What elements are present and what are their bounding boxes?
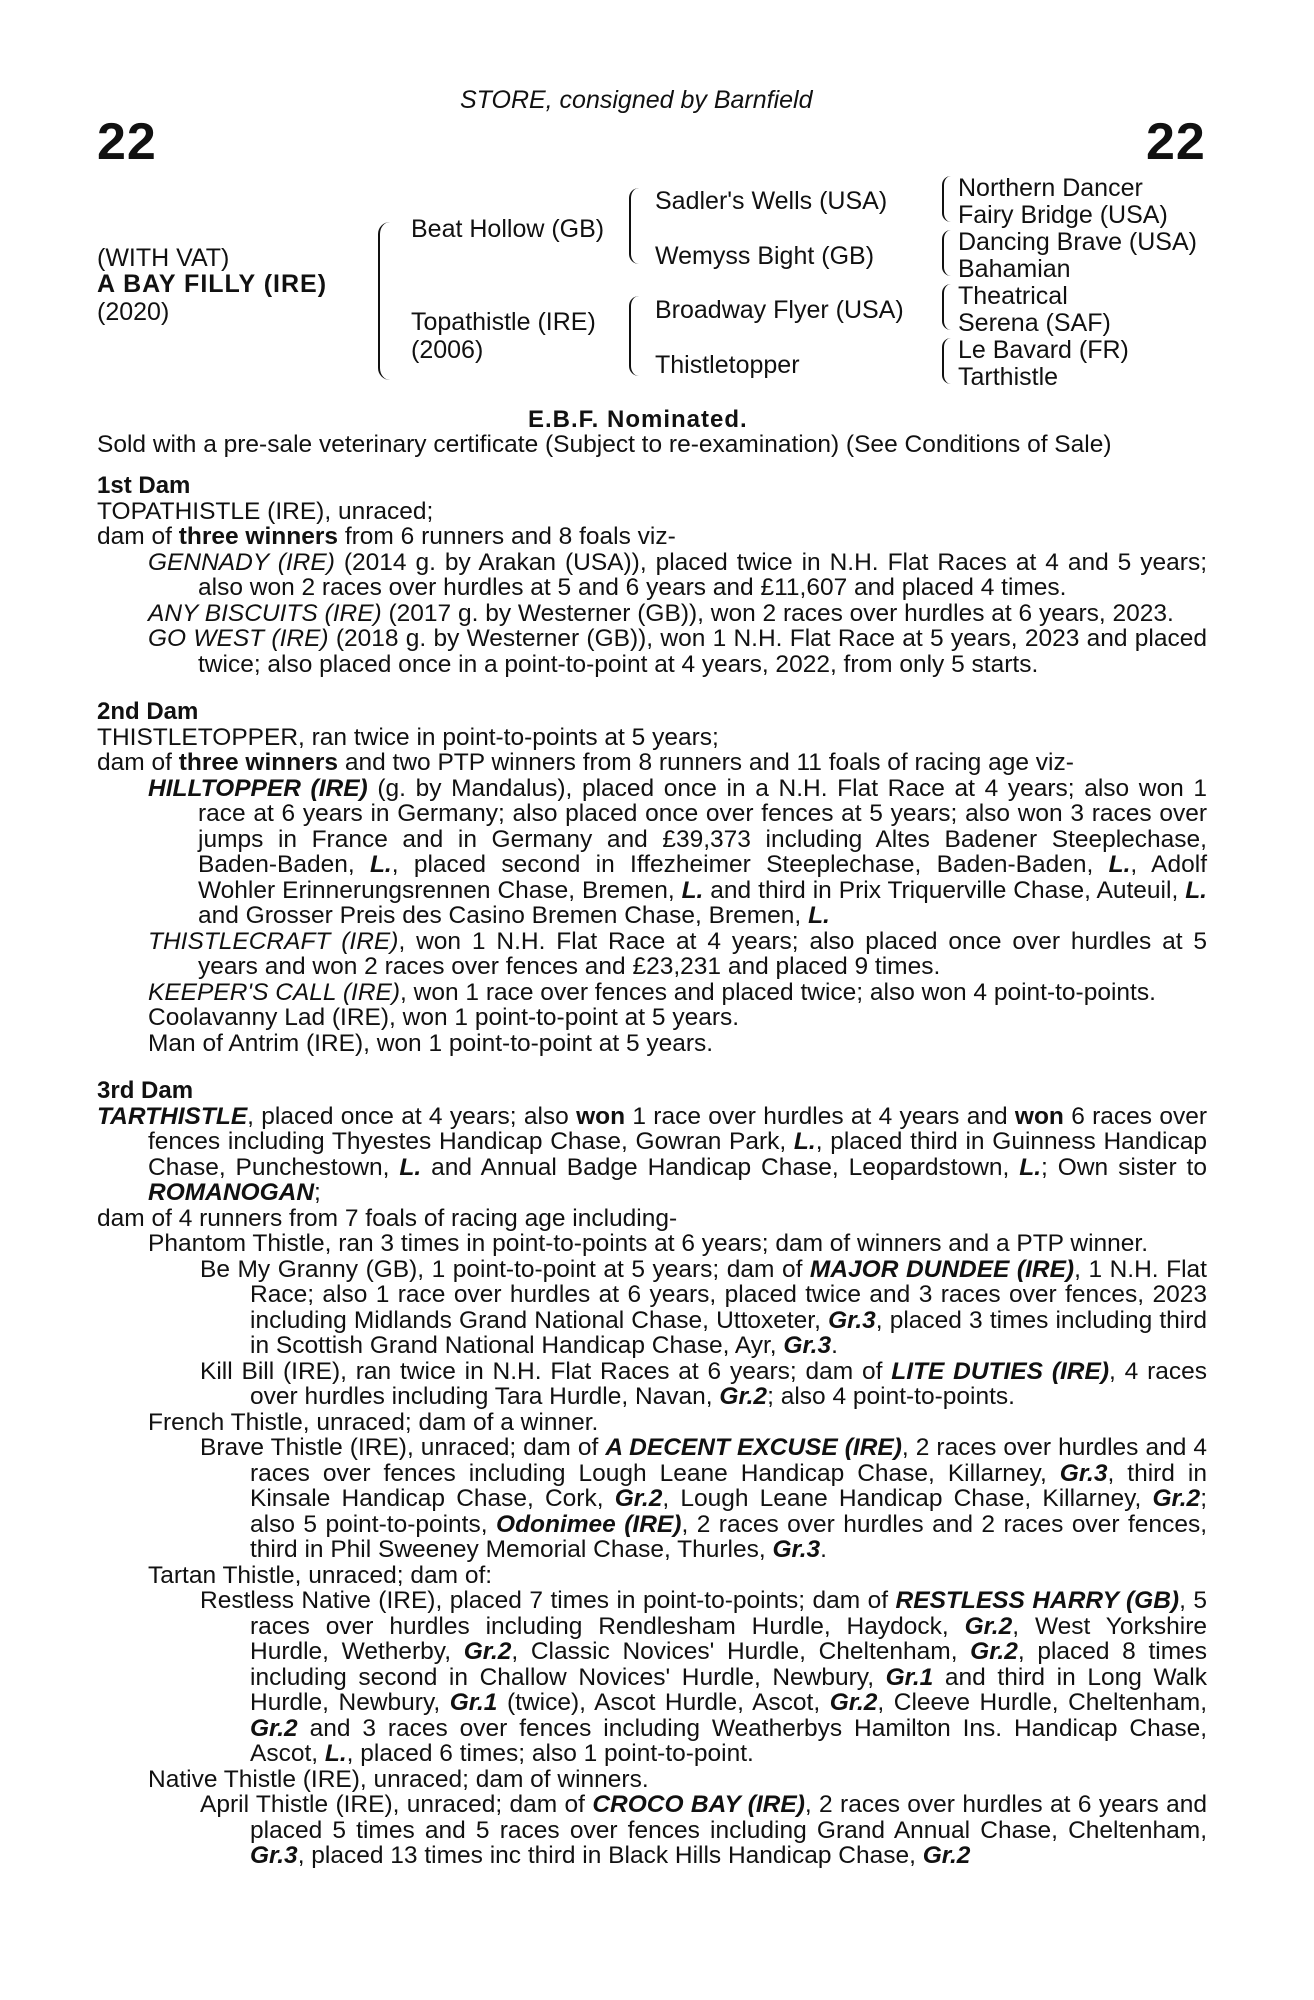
third-dam-heading: 3rd Dam — [97, 1077, 194, 1104]
third-dam-entry: TARTHISTLE, placed once at 4 years; also won 1 race over hurdles at 4 years and won 6 races over fences including Thyestes Handicap Chase, Gowran Park, L., placed third in Guinness Handicap Chase, Punchestown, L. and Annual Badge Handicap Chase, Leopardstown, L.; Own sister to ROMANOGAN; — [97, 1102, 1207, 1206]
produce-entry: HILLTOPPER (IRE) (g. by Mandalus), placed once in a N.H. Flat Race at 4 years; also won 1 race at 6 years in Germany; also placed once over fences at 5 years; also won 3 races over jumps in France and in Germany and £39,373 including Altes Badener Steeplechase, Baden-Baden, L., placed second in Iffezheimer Steeplechase, Baden-Baden, L., Adolf Wohler Erinnerungsrennen Chase, Bremen, L. and third in Prix Triquerville Chase, Auteuil, L. and Grosser Preis des Casino Bremen Chase, Bremen, L. — [148, 774, 1208, 929]
vat-label: (WITH VAT) — [97, 244, 230, 272]
produce-entry: Man of Antrim (IRE), won 1 point-to-point at 5 years. — [148, 1029, 714, 1057]
produce-entry: Native Thistle (IRE), unraced; dam of winners. — [148, 1765, 649, 1793]
pedigree-brace — [378, 222, 390, 380]
produce-entry: Restless Native (IRE), placed 7 times in point-to-points; dam of RESTLESS HARRY (GB), 5 races over hurdles including Rendlesham Hurdle, Haydock, Gr.2, West Yorkshire Hurdle, Wetherby, Gr.2, Classic Novices' Hurdle, Cheltenham, Gr.2, placed 8 times including second in Challow Novices' Hurdle, Newbury, Gr.1 and third in Long Walk Hurdle, Newbury, Gr.1 (twice), Ascot Hurdle, Ascot, Gr.2, Cleeve Hurdle, Cheltenham, Gr.2 and 3 races over fences including Weatherbys Hamilton Ins. Handicap Chase, Ascot, L., placed 6 times; also 1 point-to-point. — [200, 1587, 1208, 1767]
lot-number-right: 22 — [1146, 113, 1206, 171]
produce-entry: THISTLECRAFT (IRE), won 1 N.H. Flat Race at 4 years; also placed once over hurdles at 5 years and won 2 races over fences and £23,231 and placed 9 times. — [148, 927, 1207, 980]
page-header-title: STORE, consigned by Barnfield — [460, 86, 813, 114]
grandam-2: Thistletopper — [655, 351, 800, 379]
great-grandparent-7: Le Bavard (FR) — [958, 336, 1129, 364]
second-dam-line: THISTLETOPPER, ran twice in point-to-points at 5 years; — [97, 723, 719, 751]
produce-entry: Coolavanny Lad (IRE), won 1 point-to-point at 5 years. — [148, 1004, 740, 1031]
produce-entry: April Thistle (IRE), unraced; dam of CROCO BAY (IRE), 2 races over hurdles at 6 years and placed 5 times and 5 races over fences including Grand Annual Chase, Cheltenham, Gr.3, placed 13 times inc third in Black Hills Handicap Chase, Gr.2 — [200, 1791, 1207, 1869]
lot-name: A BAY FILLY (IRE) — [97, 270, 328, 298]
first-dam-heading: 1st Dam — [97, 472, 191, 499]
third-dam-produce-line: dam of 4 runners from 7 foals of racing age including- — [97, 1204, 678, 1232]
second-dam-heading: 2nd Dam — [97, 698, 199, 725]
gg-brace-2 — [942, 230, 951, 276]
first-dam-produce-line: dam of three winners from 6 runners and 8 foals viz- — [97, 523, 676, 550]
produce-entry: GENNADY (IRE) (2014 g. by Arakan (USA)), placed twice in N.H. Flat Races at 4 and 5 years; also won 2 races over hurdles at 5 and 6 years and £11,607 and placed 4 times. — [148, 548, 1207, 601]
gg-brace-4 — [942, 338, 951, 384]
grandam-1: Wemyss Bight (GB) — [655, 242, 875, 270]
first-dam-line: TOPATHISTLE (IRE), unraced; — [97, 497, 434, 525]
ebf-nominated: E.B.F. Nominated. — [528, 406, 748, 433]
great-grandparent-3: Dancing Brave (USA) — [958, 228, 1197, 256]
produce-entry: Kill Bill (IRE), ran twice in N.H. Flat Races at 6 years; dam of LITE DUTIES (IRE), 4 races over hurdles including Tara Hurdle, Navan, Gr.2; also 4 point-to-points. — [200, 1357, 1207, 1410]
produce-entry: Tartan Thistle, unraced; dam of: — [148, 1561, 493, 1589]
produce-entry: Be My Granny (GB), 1 point-to-point at 5 years; dam of MAJOR DUNDEE (IRE), 1 N.H. Flat Race; also 1 race over hurdles at 6 years, placed twice and 3 races over fences, 2023 including Midlands Grand National Chase, Uttoxeter, Gr.3, placed 3 times including third in Scottish Grand National Handicap Chase, Ayr, Gr.3. — [200, 1255, 1208, 1359]
sire-brace — [629, 188, 639, 264]
produce-entry: Phantom Thistle, ran 3 times in point-to-points at 6 years; dam of winners and a PTP winner. — [148, 1230, 1149, 1257]
vet-certificate-note: Sold with a pre-sale veterinary certificate (Subject to re-examination) (See Conditions of Sale) — [97, 431, 1112, 458]
sire-name: Beat Hollow (GB) — [411, 215, 605, 243]
grandsire-2: Broadway Flyer (USA) — [655, 296, 904, 324]
gg-brace-1 — [942, 176, 951, 222]
great-grandparent-4: Bahamian — [958, 255, 1071, 283]
catalogue-body — [97, 473, 1207, 1869]
great-grandparent-1: Northern Dancer — [958, 174, 1143, 202]
dam-brace — [629, 296, 639, 376]
grandsire-1: Sadler's Wells (USA) — [655, 187, 888, 215]
great-grandparent-5: Theatrical — [958, 282, 1068, 310]
produce-entry: GO WEST (IRE) (2018 g. by Westerner (GB)), won 1 N.H. Flat Race at 5 years, 2023 and placed twice; also placed once in a point-to-point at 4 years, 2022, from only 5 starts. — [148, 625, 1207, 678]
gg-brace-3 — [942, 284, 951, 330]
produce-entry: KEEPER'S CALL (IRE), won 1 race over fences and placed twice; also won 4 point-to-points. — [148, 978, 1156, 1006]
great-grandparent-6: Serena (SAF) — [958, 309, 1111, 337]
great-grandparent-8: Tarthistle — [958, 363, 1059, 391]
dam-name: Topathistle (IRE) — [411, 308, 596, 336]
produce-entry: ANY BISCUITS (IRE) (2017 g. by Westerner (GB)), won 2 races over hurdles at 6 years, 2023. — [148, 599, 1174, 627]
great-grandparent-2: Fairy Bridge (USA) — [958, 201, 1168, 229]
lot-year: (2020) — [97, 298, 170, 326]
dam-year: (2006) — [411, 336, 484, 364]
produce-entry: French Thistle, unraced; dam of a winner. — [148, 1408, 599, 1436]
produce-entry: Brave Thistle (IRE), unraced; dam of A DECENT EXCUSE (IRE), 2 races over hurdles and 4 races over fences including Lough Leane Handicap Chase, Killarney, Gr.3, third in Kinsale Handicap Chase, Cork, Gr.2, Lough Leane Handicap Chase, Killarney, Gr.2; also 5 point-to-points, Odonimee (IRE), 2 races over hurdles and 2 races over fences, third in Phil Sweeney Memorial Chase, Thurles, Gr.3. — [200, 1434, 1208, 1563]
second-dam-produce-line: dam of three winners and two PTP winners from 8 runners and 11 foals of racing age viz- — [97, 749, 1074, 776]
lot-number-left: 22 — [97, 113, 157, 171]
